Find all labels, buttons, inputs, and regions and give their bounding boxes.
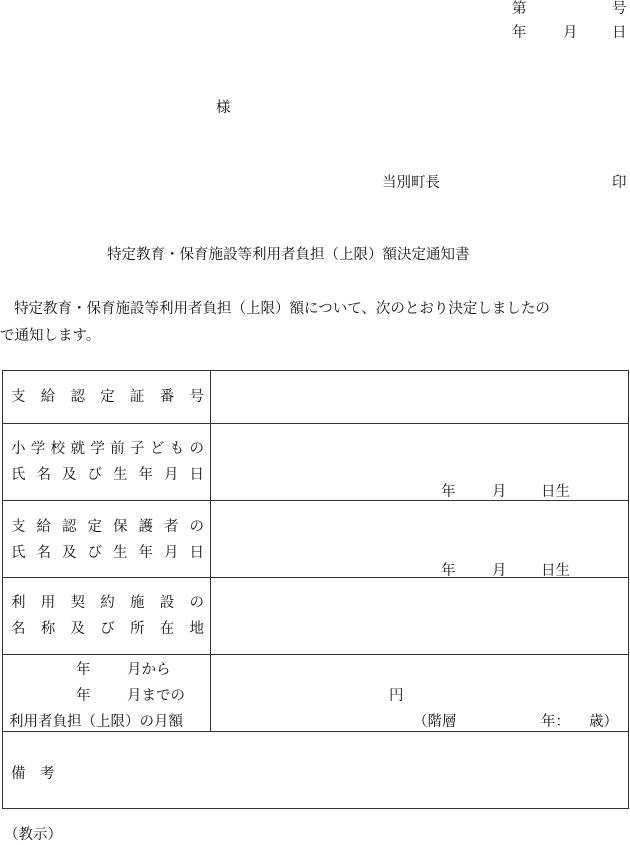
table-row-child: [3, 424, 629, 501]
child-birth-month-label: 月: [492, 484, 507, 500]
fee-currency-label: 円: [389, 688, 404, 704]
guardian-birth-month-label: 月: [492, 563, 507, 579]
fee-tier-open-label: （階層: [413, 714, 457, 730]
document-number-prefix: 第: [512, 1, 527, 17]
child-label-line-1: 小学校就学前子どもの: [11, 441, 204, 457]
table-row-guardian: [3, 501, 629, 578]
monthly-fee-value-cell: [211, 655, 629, 732]
child-value-cell: [211, 424, 629, 501]
document-title: 特定教育・保育施設等利用者負担（上限）額決定通知書: [107, 247, 470, 263]
date-month-label: 月: [563, 25, 578, 41]
fee-from-month-label: 月から: [127, 662, 171, 678]
issuer-seal-mark: 印: [612, 175, 627, 191]
table-row-remarks: [3, 732, 629, 809]
fee-from-year-label: 年: [76, 662, 91, 678]
guardian-label-line-1: 支給認定保護者の: [11, 519, 204, 535]
facility-label-cell: [3, 578, 211, 655]
body-line-2: で通知します。: [0, 328, 101, 344]
fee-tier-age-label: 歳）: [589, 714, 618, 730]
remarks-cell: [3, 732, 629, 809]
document-number-suffix: 号: [612, 1, 627, 17]
date-year-label: 年: [512, 25, 527, 41]
guardian-label-cell: [3, 501, 211, 578]
table-row-monthly-fee: [3, 655, 629, 732]
certificate-number-label-cell: [3, 371, 211, 424]
certificate-number-label: 支給認定証番号: [11, 389, 204, 405]
child-birth-day-label: 日生: [541, 484, 570, 500]
body-paragraph: [0, 296, 628, 350]
facility-label-line-1: 利用契約施設の: [11, 595, 204, 611]
guardian-birth-day-label: 日生: [541, 563, 570, 579]
issuer-name: 当別町長: [382, 175, 440, 191]
body-line-1: 特定教育・保育施設等利用者負担（上限）額について、次のとおり決定しましたの: [14, 301, 550, 317]
guardian-value-cell: [211, 501, 629, 578]
instruction-label: （教示）: [4, 827, 62, 843]
table-row-certificate-number: [3, 371, 629, 424]
facility-label-line-2: 名称及び所在地: [11, 621, 204, 637]
guardian-birth-year-label: 年: [441, 563, 456, 579]
facility-value-cell: [211, 578, 629, 655]
fee-to-year-label: 年: [76, 688, 91, 704]
addressee-honorific: 様: [216, 100, 231, 116]
remarks-label: 備 考: [11, 766, 55, 782]
table-row-facility: [3, 578, 629, 655]
monthly-fee-label-cell: [3, 655, 211, 732]
child-label-line-2: 氏名及び生年月日: [11, 467, 204, 483]
child-label-cell: [3, 424, 211, 501]
fee-label-line-3: 利用者負担（上限）の月額: [9, 714, 183, 730]
certificate-number-value-cell: [211, 371, 629, 424]
guardian-label-line-2: 氏名及び生年月日: [11, 545, 204, 561]
decision-form-table: [2, 370, 629, 809]
date-day-label: 日: [612, 25, 627, 41]
fee-tier-year-label: 年：: [541, 714, 570, 730]
fee-to-month-label: 月までの: [127, 688, 185, 704]
child-birth-year-label: 年: [441, 484, 456, 500]
